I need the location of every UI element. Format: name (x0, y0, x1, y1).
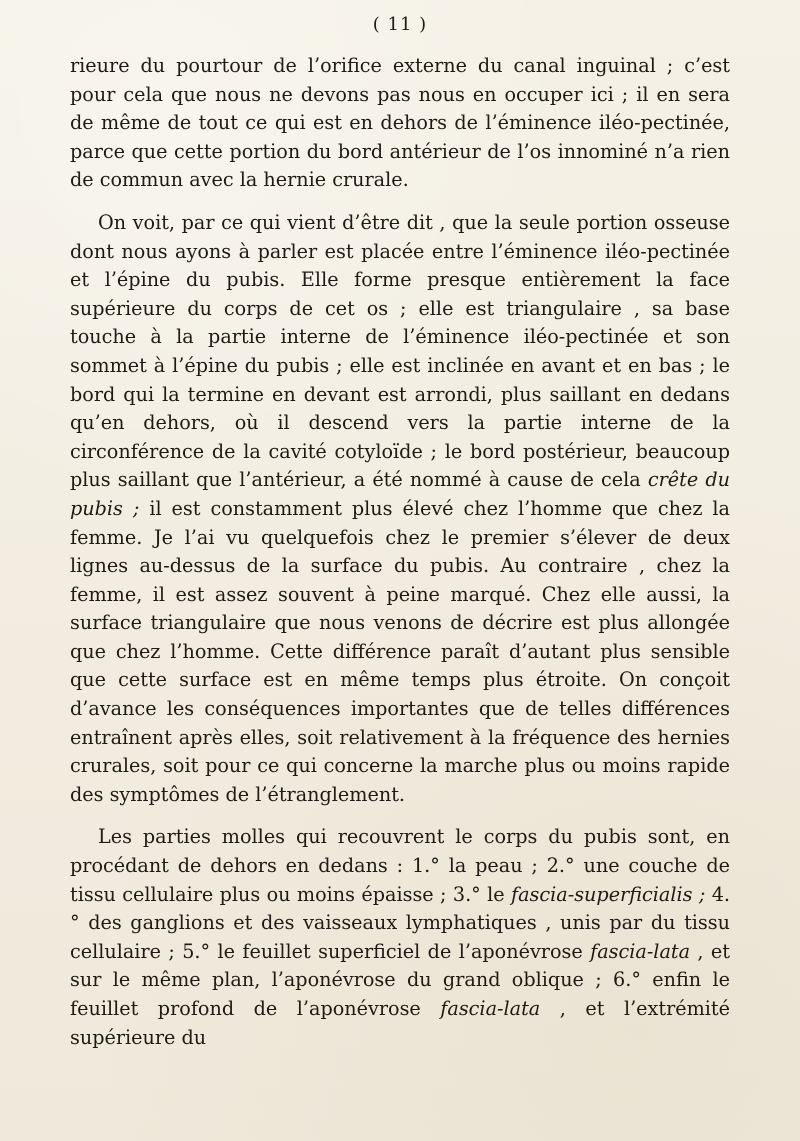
paragraph-2-text-b: il est constamment plus élevé chez l’homme que chez la femme. Je l’ai vu quelquefois chez le premier s’élever de deux lignes au-dessus de la surface du pubis. Au contraire , chez la femme, il est assez souvent à peine marqué. Chez elle aussi, la surface triangulaire que nous venons de décrire est plus allongée que chez l’homme. Cette différence paraît d’autant plus sensible que cette surface est en même temps plus étroite. On conçoit d’avance les conséquences importantes que de telles différences entraînent après elles, soit relativement à la fréquence des hernies crurales, soit pour ce qui concerne la marche plus ou moins rapide des symptômes de l’étranglement. (70, 496, 730, 806)
paragraph-1-text: rieure du pourtour de l’orifice externe du canal inguinal ; c’est pour cela que nous ne devons pas nous en occuper ici ; il en sera de même de tout ce qui est en dehors de l’éminence iléo-pectinée, parce que cette portion du bord antérieur de l’os innominé n’a rien de commun avec la hernie crurale. (70, 54, 730, 192)
paragraph-3-text-b: 4.° des ganglions et des vaisseaux lymphatiques , unis par du tissu cellulaire ; 5.° le feuillet superficiel de l’aponévrose (70, 882, 730, 963)
paragraph-3 (70, 823, 730, 1052)
page-number: ( 11 ) (372, 14, 428, 35)
paragraph-1 (70, 52, 730, 195)
paragraph-3-text-d: , et l’extrémité supérieure du (70, 997, 730, 1049)
term-fascia-lata-2: fascia-lata (440, 997, 541, 1020)
term-crete-du-pubis: crête du pubis ; (70, 468, 730, 520)
paragraph-2 (70, 209, 730, 809)
paragraph-3-text-c: , et sur le même plan, l’aponévrose du grand oblique ; 6.° enfin le feuillet profond de l’aponévrose (70, 939, 730, 1020)
term-fascia-lata-1: fascia-lata (590, 939, 691, 963)
text-body (70, 52, 730, 1066)
paragraph-2-text-a: On voit, par ce qui vient d’être dit , que la seule portion osseuse dont nous ayons à parler est placée entre l’éminence iléo-pectinée et l’épine du pubis. Elle forme presque entièrement la face supérieure du corps de cet os ; elle est triangulaire , sa base touche à la partie interne de l’éminence iléo-pectinée et son sommet à l’épine du pubis ; elle est inclinée en avant et en bas ; le bord qui la termine en devant est arrondi, plus saillant en dedans qu’en dehors, où il descend vers la partie interne de la circonférence de la cavité cotyloïde ; le bord postérieur, beaucoup plus saillant que l’antérieur, a été nommé à cause de cela (70, 210, 730, 492)
paragraph-3-text-a: Les parties molles qui recouvrent le corps du pubis sont, en procédant de dehors en dedans : 1.° la peau ; 2.° une couche de tissu cellulaire plus ou moins épaisse ; 3.° le (70, 825, 730, 906)
term-fascia-superficialis: fascia-superficialis ; (511, 882, 706, 906)
